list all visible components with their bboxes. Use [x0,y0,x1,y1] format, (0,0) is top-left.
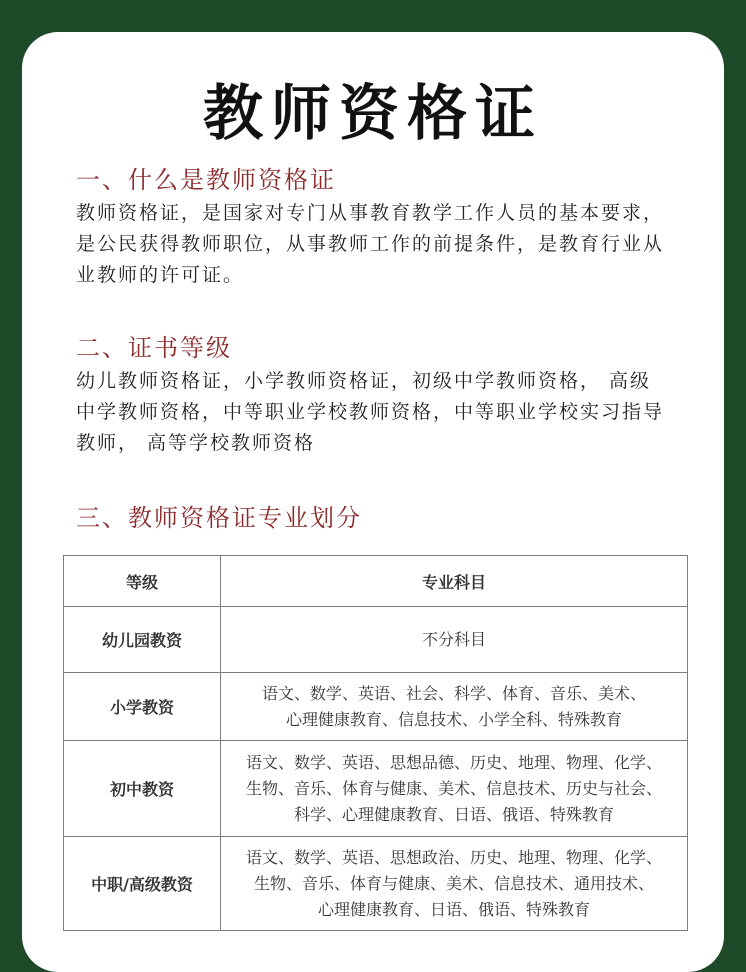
row-subjects [221,673,688,741]
subject-table [63,555,688,931]
paragraph-line: 中学教师资格，中等职业学校教师资格，中等职业学校实习指导 [76,401,665,423]
section-3-heading: 三、教师资格证专业划分 [76,504,362,532]
header-level: 等级 [64,556,221,607]
row-level: 初中教资 [64,741,221,837]
paragraph-line: 是公民获得教师职位，从事教师工作的前提条件，是教育行业从 [76,233,665,255]
subject-line: 科学、心理健康教育、日语、俄语、特殊教育 [293,804,614,824]
subject-line: 语文、数学、英语、思想品德、历史、地理、物理、化学、 [245,752,662,772]
paragraph-line: 业教师的许可证。 [76,264,245,286]
row-subjects [221,607,688,673]
section-2-heading: 二、证书等级 [76,334,232,362]
subject-line: 不分科目 [421,629,486,649]
table-row [64,673,688,741]
subject-line: 语文、数学、英语、社会、科学、体育、音乐、美术、 [261,683,646,703]
row-subjects [221,837,688,931]
content-card [22,32,724,972]
row-level: 中职/高级教资 [64,837,221,931]
header-subjects: 专业科目 [221,556,688,607]
section-1-heading: 一、什么是教师资格证 [76,166,336,194]
table-row [64,837,688,931]
subject-line: 生物、音乐、体育与健康、美术、信息技术、历史与社会、 [245,778,662,798]
section-1-paragraph [76,198,686,291]
paragraph-line: 幼儿教师资格证，小学教师资格证，初级中学教师资格， 高级 [76,370,652,392]
subject-line: 心理健康教育、信息技术、小学全科、特殊教育 [285,709,622,729]
section-2-paragraph [76,366,686,459]
table-row [64,741,688,837]
row-level: 幼儿园教资 [64,607,221,673]
subject-line: 生物、音乐、体育与健康、美术、信息技术、通用技术、 [253,873,654,893]
paragraph-line: 教师资格证，是国家对专门从事教育教学工作人员的基本要求， [76,202,665,224]
row-level: 小学教资 [64,673,221,741]
table-row [64,607,688,673]
subject-line: 心理健康教育、日语、俄语、特殊教育 [317,899,590,919]
page-title: 教师资格证 [203,79,543,149]
subject-line: 语文、数学、英语、思想政治、历史、地理、物理、化学、 [245,847,662,867]
table-header-row [64,556,688,607]
paragraph-line: 教师， 高等学校教师资格 [76,432,316,454]
row-subjects [221,741,688,837]
